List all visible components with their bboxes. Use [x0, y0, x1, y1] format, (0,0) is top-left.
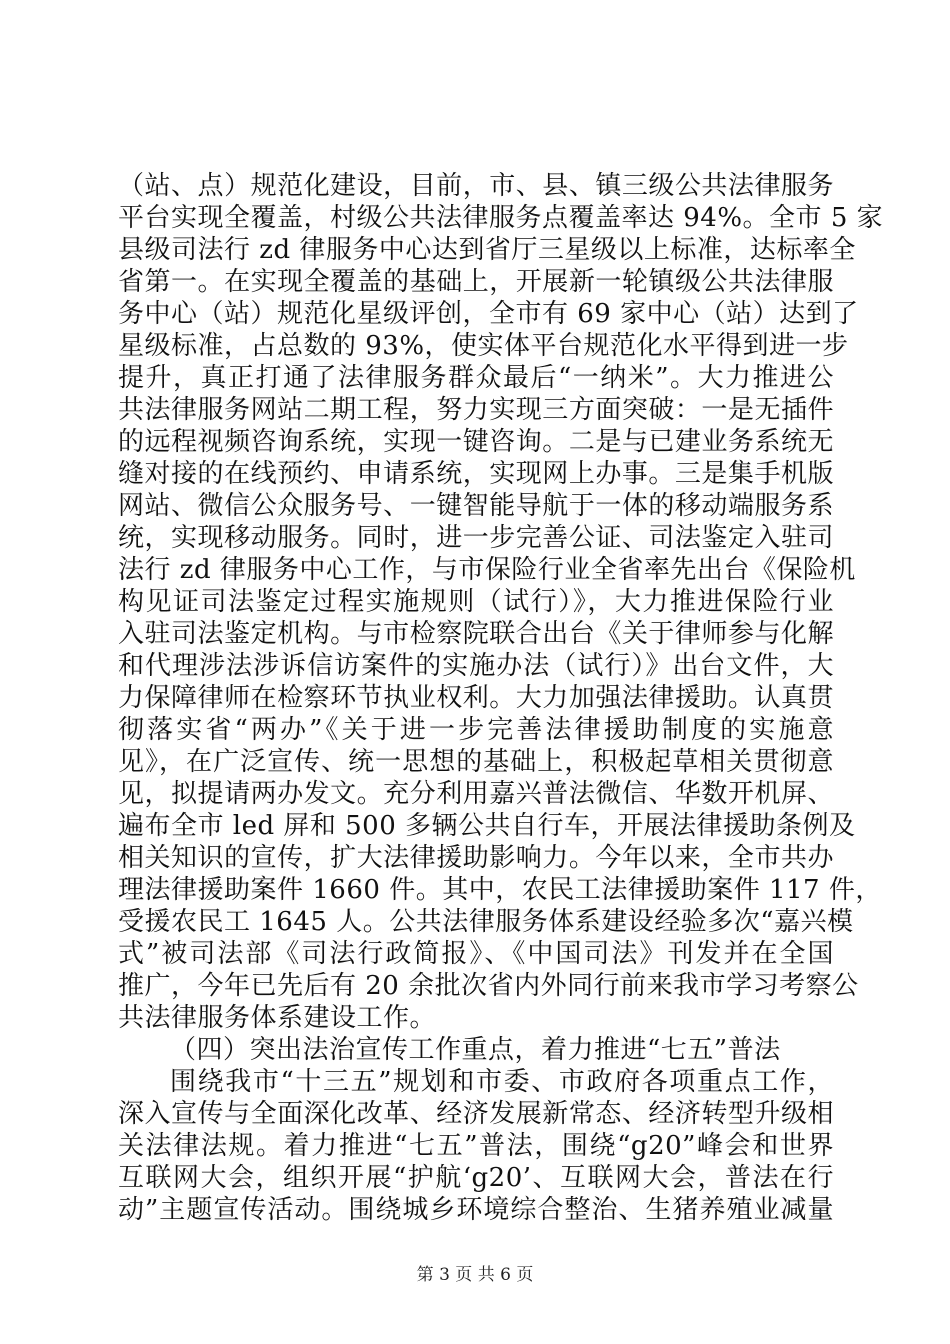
text-line: 见，拟提请两办发文。充分利用嘉兴普法微信、华数开机屏、 — [118, 779, 834, 809]
text-line: 受援农民工 1645 人。公共法律服务体系建设经验多次“嘉兴模 — [118, 907, 854, 937]
text-line: 法行 zd 律服务中心工作，与市保险行业全省率先出台《保险机 — [118, 555, 856, 585]
text-line: 深入宣传与全面深化改革、经济发展新常态、经济转型升级相 — [118, 1099, 834, 1129]
page-number-footer: 第 3 页 共 6 页 — [416, 1265, 534, 1285]
text-line: 共法律服务体系建设工作。 — [118, 1003, 437, 1033]
text-line: 缝对接的在线预约、申请系统，实现网上办事。三是集手机版 — [118, 459, 834, 489]
text-line: 围绕我市“十三五”规划和市委、市政府各项重点工作， — [170, 1067, 834, 1097]
text-line: 力保障律师在检察环节执业权利。大力加强法律援助。认真贯 — [118, 683, 834, 713]
text-line: 式”被司法部《司法行政简报》、《中国司法》刊发并在全国 — [118, 939, 834, 969]
text-line: 的远程视频咨询系统，实现一键咨询。二是与已建业务系统无 — [118, 427, 834, 457]
text-line: 县级司法行 zd 律服务中心达到省厅三星级以上标准，达标率全 — [118, 235, 856, 265]
text-line: 平台实现全覆盖，村级公共法律服务点覆盖率达 94%。全市 5 家 — [118, 203, 884, 233]
text-line: （站、点）规范化建设，目前，市、县、镇三级公共法律服务 — [118, 171, 834, 201]
text-line: 彻落实省“两办”《关于进一步完善法律援助制度的实施意 — [118, 715, 834, 745]
text-line: 入驻司法鉴定机构。与市检察院联合出台《关于律师参与化解 — [118, 619, 834, 649]
text-line: 推广，今年已先后有 20 余批次省内外同行前来我市学习考察公 — [118, 971, 859, 1001]
text-line: 相关知识的宣传，扩大法律援助影响力。今年以来，全市共办 — [118, 843, 834, 873]
text-line: 动”主题宣传活动。围绕城乡环境综合整治、生猪养殖业减量 — [118, 1195, 834, 1225]
section-heading: （四）突出法治宣传工作重点，着力推进“七五”普法 — [170, 1035, 781, 1065]
text-line: 互联网大会，组织开展“护航‘g20’、互联网大会，普法在行 — [118, 1163, 834, 1193]
text-line: 共法律服务网站二期工程，努力实现三方面突破：一是无插件 — [118, 395, 834, 425]
text-line: 构见证司法鉴定过程实施规则（试行）》，大力推进保险行业 — [118, 587, 834, 617]
text-line: 星级标准，占总数的 93%，使实体平台规范化水平得到进一步 — [118, 331, 849, 361]
document-body — [118, 170, 884, 1226]
text-line: 统，实现移动服务。同时，进一步完善公证、司法鉴定入驻司 — [118, 523, 834, 553]
text-line: 见》，在广泛宣传、统一思想的基础上，积极起草相关贯彻意 — [118, 747, 834, 777]
text-line: 务中心（站）规范化星级评创，全市有 69 家中心（站）达到了 — [118, 299, 859, 329]
text-line: 和代理涉法涉诉信访案件的实施办法（试行）》出台文件，大 — [118, 651, 834, 681]
text-line: 网站、微信公众服务号、一键智能导航于一体的移动端服务系 — [118, 491, 834, 521]
text-line: 理法律援助案件 1660 件。其中，农民工法律援助案件 117 件， — [118, 875, 882, 905]
text-line: 关法律法规。着力推进“七五”普法，围绕“g20”峰会和世界 — [118, 1131, 834, 1161]
text-line: 遍布全市 led 屏和 500 多辆公共自行车，开展法律援助条例及 — [118, 811, 856, 841]
text-line: 提升，真正打通了法律服务群众最后“一纳米”。大力推进公 — [118, 363, 834, 393]
text-line: 省第一。在实现全覆盖的基础上，开展新一轮镇级公共法律服 — [118, 267, 834, 297]
